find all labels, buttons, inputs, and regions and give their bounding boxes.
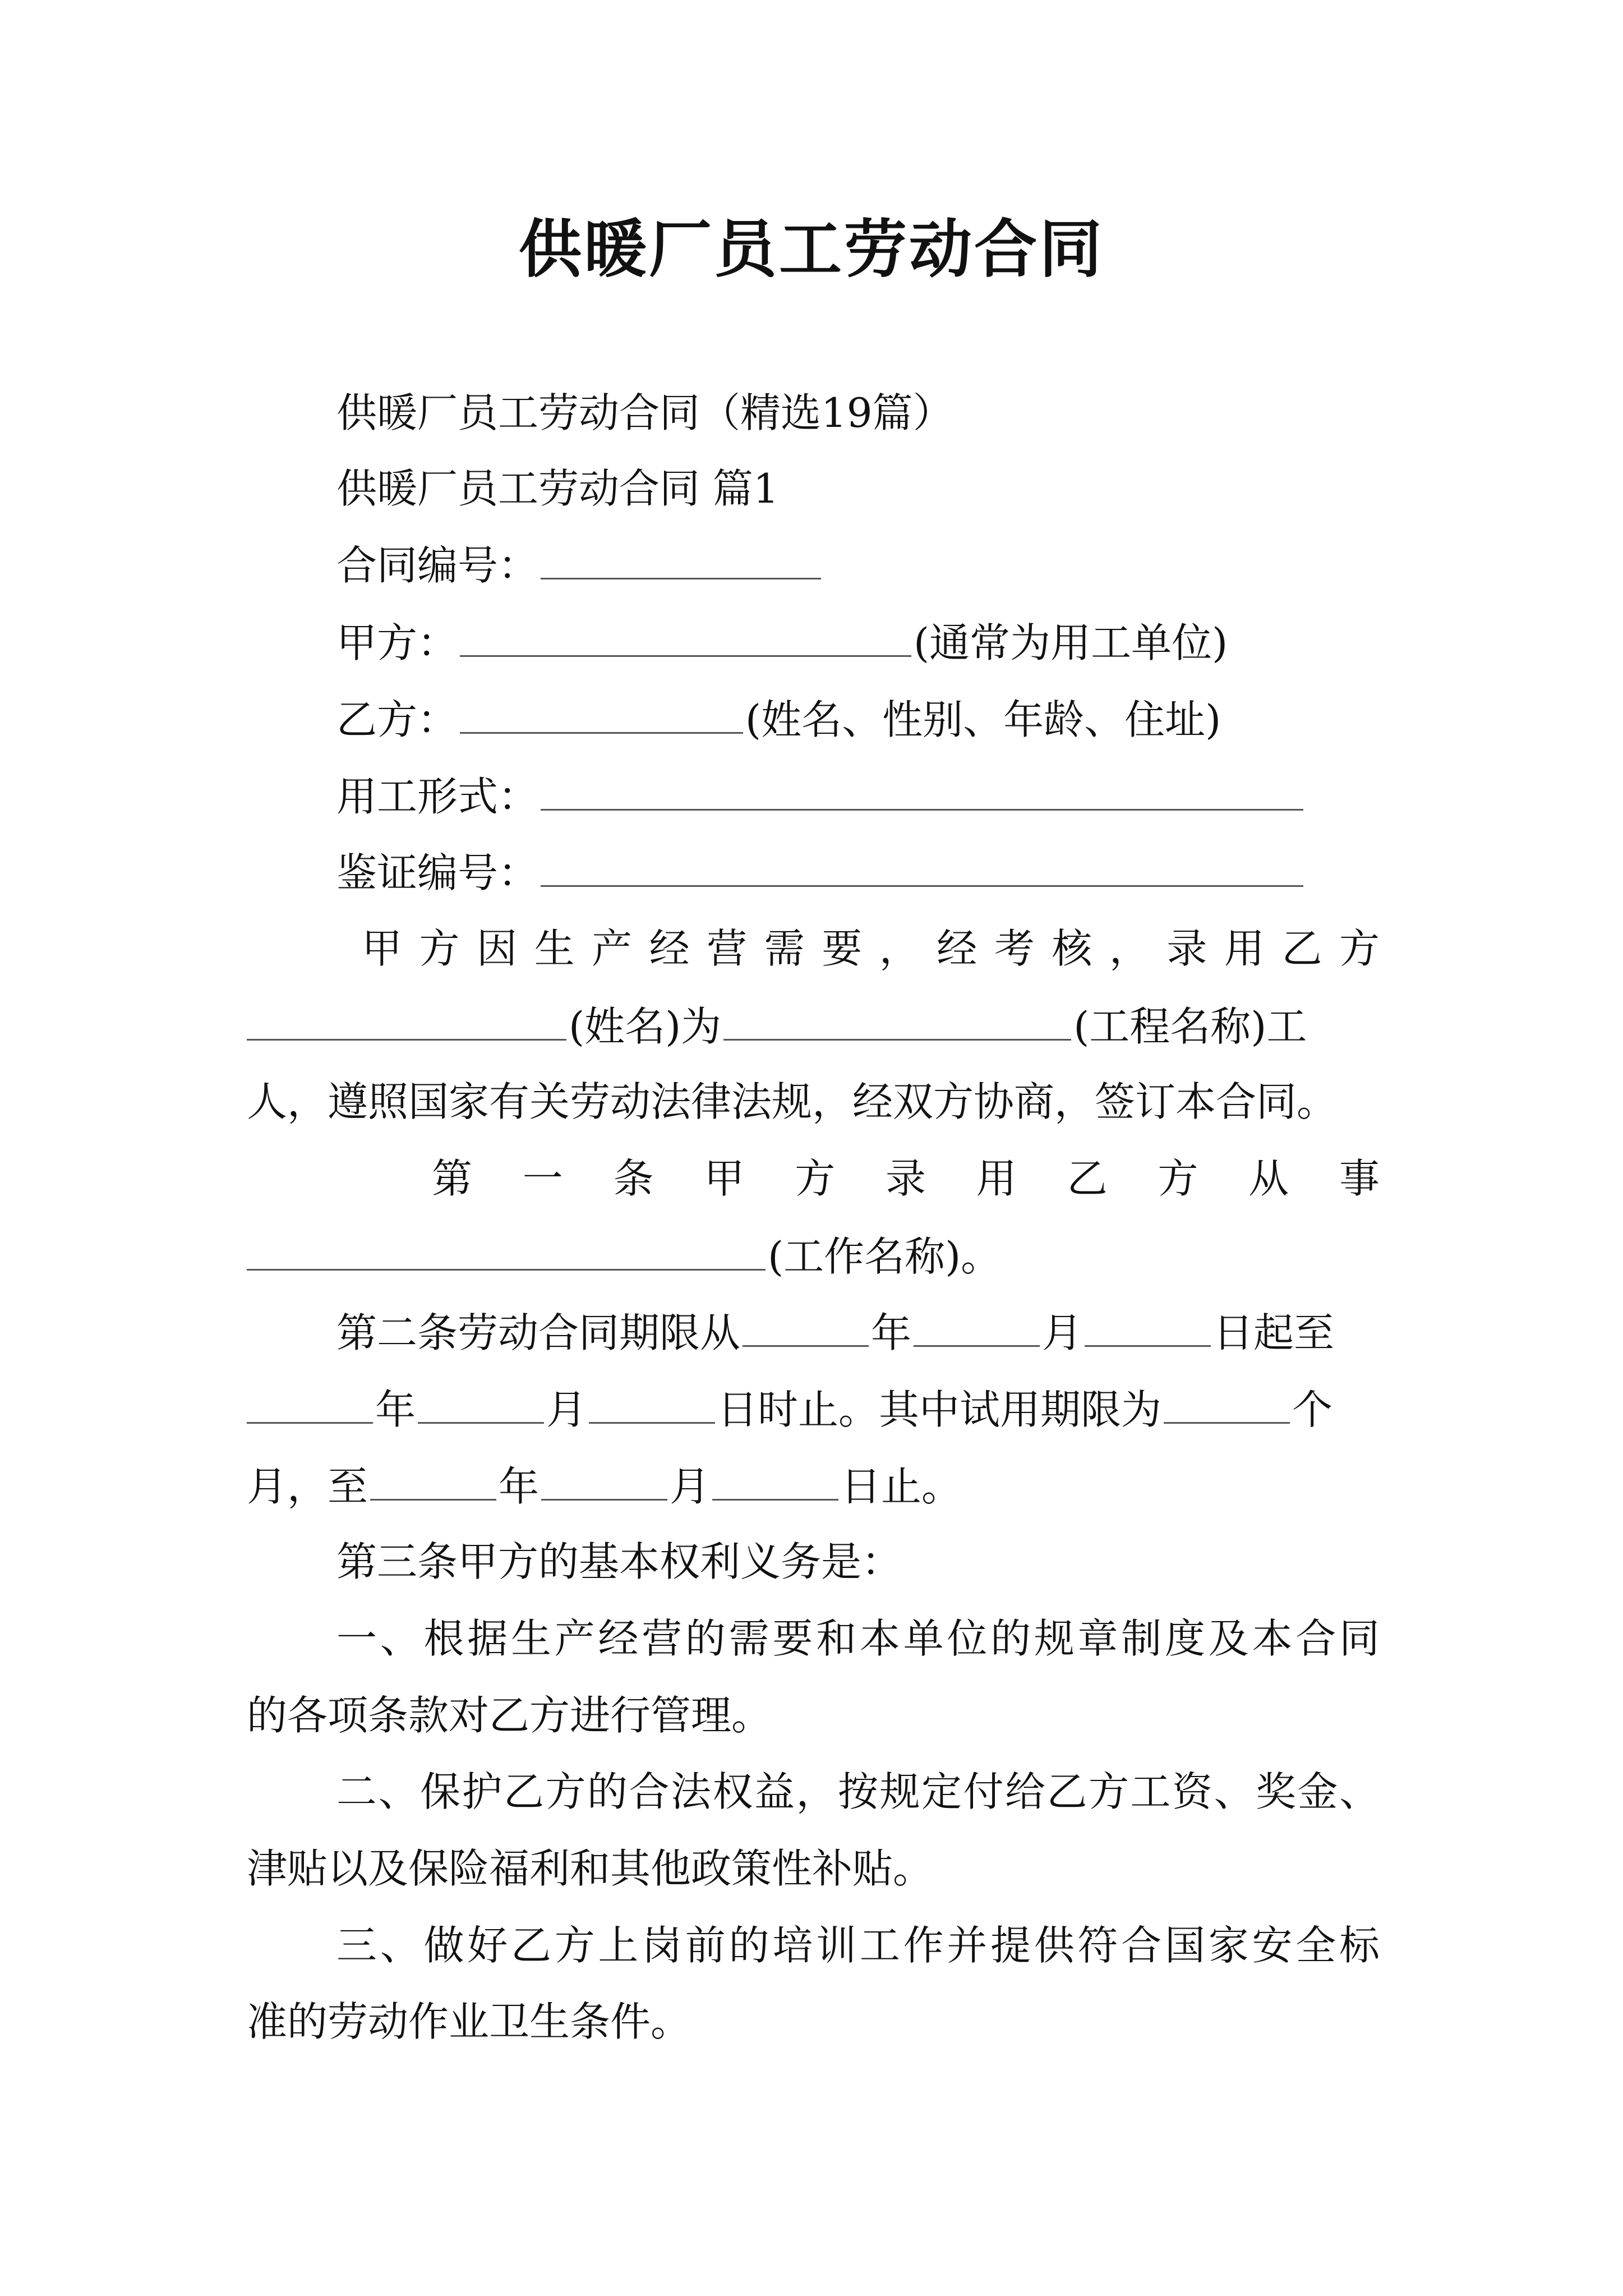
party-b-blank[interactable] — [460, 698, 743, 734]
party-b-note: (姓名、性别、年龄、住址) — [745, 696, 1221, 743]
intro-line-1: 甲方因生产经营需要，经考核，录用乙方 — [362, 925, 1380, 972]
party-a-label: 甲方： — [336, 619, 458, 666]
day-from-label: 日起至 — [1213, 1309, 1335, 1356]
start-day-blank[interactable] — [1085, 1312, 1211, 1347]
article3-item3-line1: 三、做好乙方上岗前的培训工作并提供符合国家安全标 — [336, 1922, 1380, 1969]
article2-start: 第二条劳动合同期限从 — [336, 1309, 741, 1356]
day-end-label: 日止。 — [841, 1463, 962, 1510]
verification-no-blank[interactable] — [541, 852, 1303, 887]
article3-item3-line2: 准的劳动作业卫生条件。 — [247, 1998, 691, 2045]
job-note: (工作名称)。 — [768, 1233, 1002, 1280]
verification-no-row — [336, 849, 1306, 896]
probation-year-blank[interactable] — [370, 1465, 496, 1501]
article3-item1-line2: 的各项条款对乙方进行管理。 — [247, 1692, 772, 1739]
contract-no-row — [336, 542, 823, 589]
verification-no-label: 鉴证编号： — [336, 849, 539, 896]
page-title: 供暖厂员工劳动合同 — [519, 213, 1104, 286]
probation-month-blank[interactable] — [541, 1465, 667, 1501]
yue-zhi-label: 月，至 — [247, 1463, 368, 1510]
year-label: 年 — [871, 1309, 912, 1356]
article1-line-1: 第一条甲方录用乙方从事 — [432, 1155, 1380, 1202]
party-a-note: (通常为用工单位) — [914, 619, 1228, 666]
intro-line-2 — [247, 1003, 1307, 1050]
article3-item2-line2: 津贴以及保险福利和其他政策性补贴。 — [247, 1845, 934, 1892]
intro-line-3: 人，遵照国家有关劳动法律法规，经双方协商，签订本合同。 — [247, 1078, 1338, 1125]
article3-item1-line1: 一、根据生产经营的需要和本单位的规章制度及本合同 — [336, 1615, 1380, 1662]
article3-item2-line1: 二、保护乙方的合法权益，按规定付给乙方工资、奖金、 — [336, 1768, 1380, 1815]
contract-no-label: 合同编号： — [336, 542, 539, 589]
subtitle: 供暖厂员工劳动合同（精选19篇） — [336, 389, 953, 436]
start-month-blank[interactable] — [914, 1312, 1040, 1347]
party-b-label: 乙方： — [336, 696, 458, 743]
month-label: 月 — [546, 1386, 587, 1433]
month-label: 月 — [1042, 1309, 1083, 1356]
article2-line-1 — [336, 1309, 1335, 1356]
job-name-blank[interactable] — [247, 1235, 766, 1271]
article2-line-3 — [247, 1463, 962, 1510]
article2-line-2 — [247, 1386, 1333, 1433]
project-name-blank[interactable] — [723, 1005, 1071, 1041]
contract-no-blank[interactable] — [541, 544, 821, 579]
party-a-blank[interactable] — [460, 622, 911, 657]
employment-form-blank[interactable] — [541, 775, 1303, 811]
party-a-row — [336, 619, 1228, 666]
end-year-blank[interactable] — [247, 1388, 373, 1424]
end-month-blank[interactable] — [418, 1388, 544, 1424]
day-to-label: 日时止。其中试用期限为 — [717, 1386, 1162, 1433]
probation-months-blank[interactable] — [1164, 1388, 1290, 1424]
ge-label: 个 — [1292, 1386, 1333, 1433]
party-b-row — [336, 696, 1221, 743]
employment-form-label: 用工形式： — [336, 773, 539, 820]
month-label: 月 — [670, 1463, 711, 1510]
article1-line-2 — [247, 1233, 1002, 1280]
year-label: 年 — [375, 1386, 416, 1433]
employment-form-row — [336, 773, 1306, 820]
year-label: 年 — [499, 1463, 540, 1510]
section-heading: 供暖厂员工劳动合同 篇1 — [336, 465, 779, 512]
project-note: (工程名称)工 — [1073, 1003, 1307, 1050]
start-year-blank[interactable] — [743, 1312, 869, 1347]
employee-name-blank[interactable] — [247, 1005, 566, 1041]
end-day-blank[interactable] — [589, 1388, 715, 1424]
probation-day-blank[interactable] — [712, 1465, 838, 1501]
article3-heading: 第三条甲方的基本权利义务是： — [336, 1538, 902, 1585]
name-note: (姓名)为 — [569, 1003, 722, 1050]
